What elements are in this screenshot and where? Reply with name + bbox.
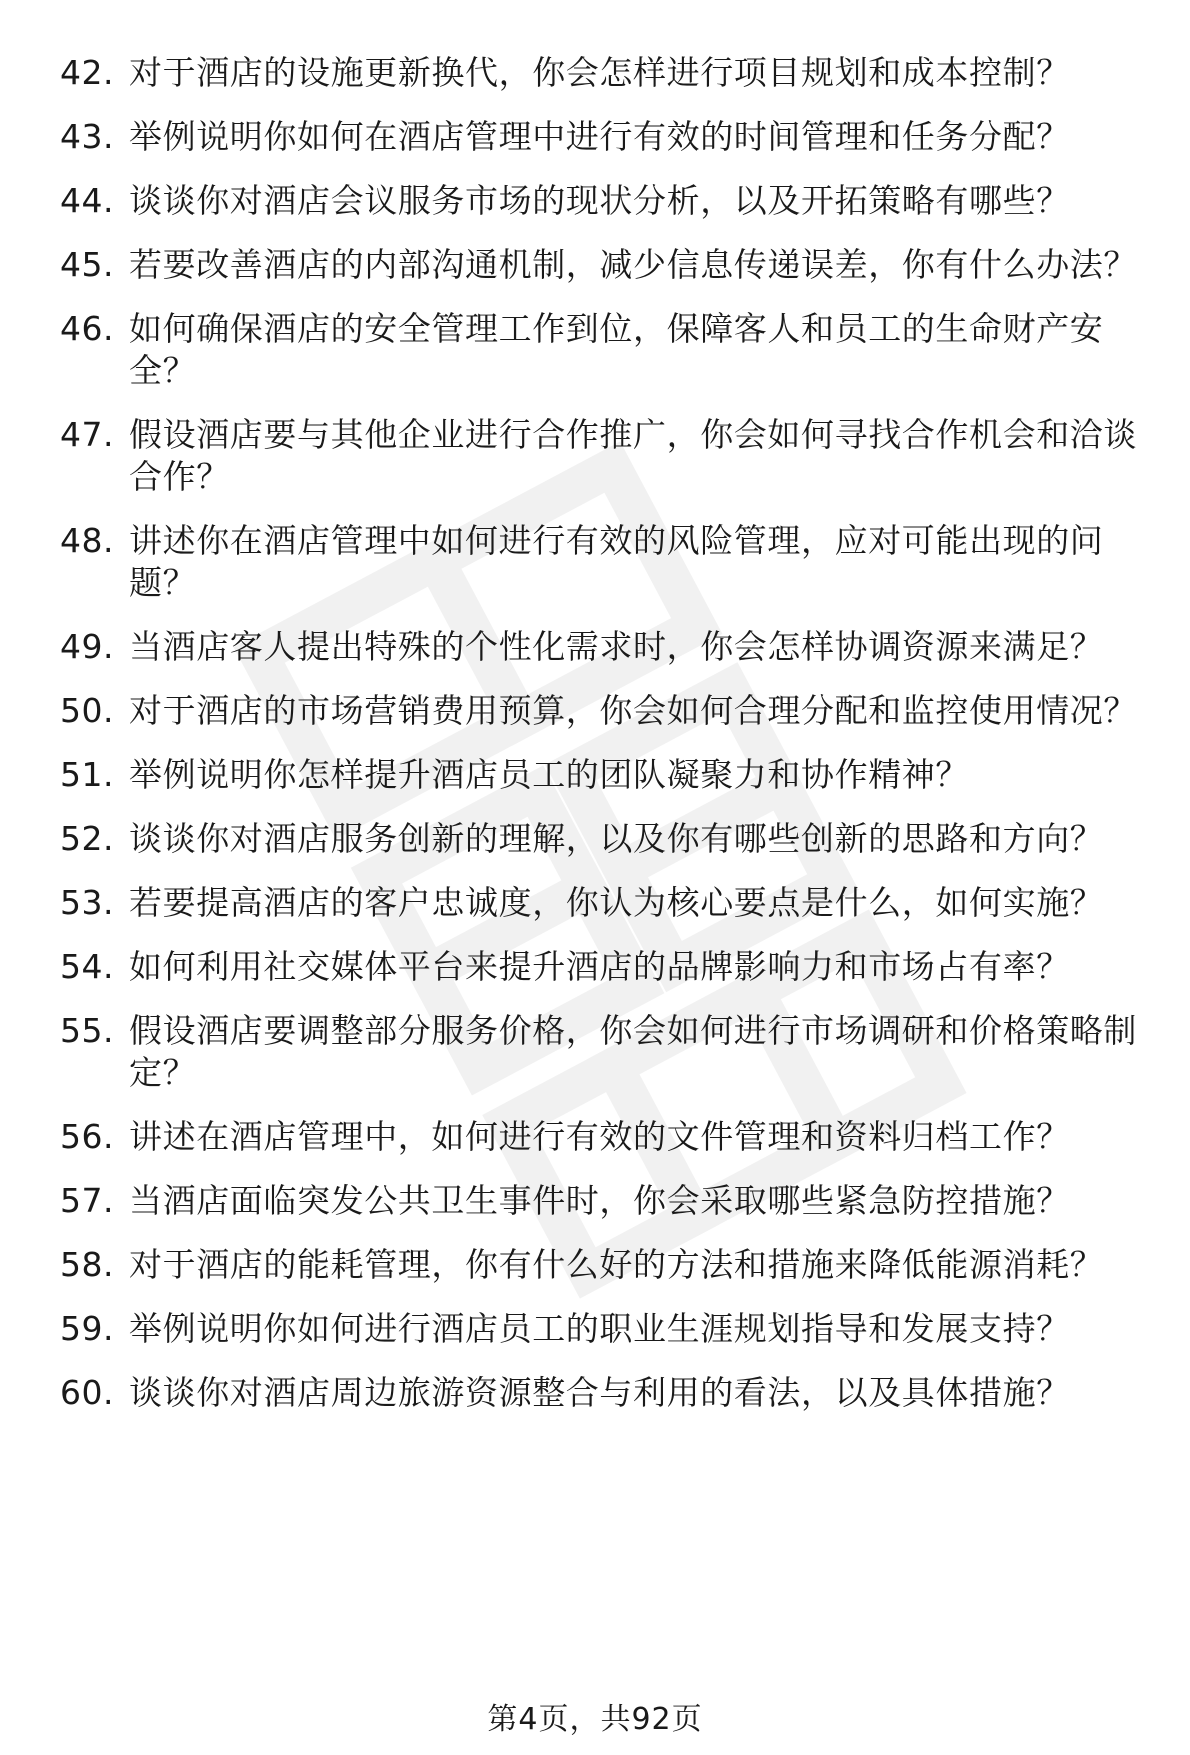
- question-number: 57.: [60, 1181, 114, 1220]
- question-number: 50.: [60, 691, 114, 730]
- question-number: 60.: [60, 1373, 114, 1412]
- question-item-58: [60, 1244, 1160, 1286]
- question-item-50: [60, 690, 1160, 732]
- question-item-48: [60, 520, 1160, 604]
- question-item-54: [60, 946, 1160, 988]
- question-item-51: [60, 754, 1160, 796]
- question-item-52: [60, 818, 1160, 860]
- question-text: 谈谈你对酒店会议服务市场的现状分析，以及开拓策略有哪些？: [129, 181, 1070, 220]
- question-number: 59.: [60, 1309, 114, 1348]
- question-item-55: [60, 1010, 1160, 1094]
- question-text: 对于酒店的设施更新换代，你会怎样进行项目规划和成本控制？: [129, 53, 1070, 92]
- question-number: 43.: [60, 117, 114, 156]
- page-number: 第4页，共92页: [487, 1702, 703, 1737]
- question-number: 49.: [60, 627, 114, 666]
- question-item-60: [60, 1372, 1160, 1414]
- question-number: 48.: [60, 521, 114, 560]
- question-item-47: [60, 414, 1160, 498]
- question-text: 假设酒店要与其他企业进行合作推广，你会如何寻找合作机会和洽谈合作？: [129, 415, 1137, 496]
- question-list: [60, 52, 1160, 1436]
- question-number: 58.: [60, 1245, 114, 1284]
- question-number: 53.: [60, 883, 114, 922]
- question-text: 当酒店客人提出特殊的个性化需求时，你会怎样协调资源来满足？: [129, 627, 1104, 666]
- question-item-57: [60, 1180, 1160, 1222]
- question-number: 42.: [60, 53, 114, 92]
- question-item-59: [60, 1308, 1160, 1350]
- question-number: 52.: [60, 819, 114, 858]
- question-text: 举例说明你怎样提升酒店员工的团队凝聚力和协作精神？: [129, 755, 969, 794]
- question-text: 若要提高酒店的客户忠诚度，你认为核心要点是什么，如何实施？: [129, 883, 1104, 922]
- question-text: 当酒店面临突发公共卫生事件时，你会采取哪些紧急防控措施？: [129, 1181, 1070, 1220]
- question-text: 讲述你在酒店管理中如何进行有效的风险管理，应对可能出现的问题？: [129, 521, 1104, 602]
- question-text: 讲述在酒店管理中，如何进行有效的文件管理和资料归档工作？: [129, 1117, 1070, 1156]
- question-text: 举例说明你如何在酒店管理中进行有效的时间管理和任务分配？: [129, 117, 1070, 156]
- question-text: 对于酒店的市场营销费用预算，你会如何合理分配和监控使用情况？: [129, 691, 1137, 730]
- question-text: 谈谈你对酒店周边旅游资源整合与利用的看法，以及具体措施？: [129, 1373, 1070, 1412]
- question-number: 55.: [60, 1011, 114, 1050]
- question-number: 54.: [60, 947, 114, 986]
- question-item-49: [60, 626, 1160, 668]
- question-text: 如何利用社交媒体平台来提升酒店的品牌影响力和市场占有率？: [129, 947, 1070, 986]
- question-text: 举例说明你如何进行酒店员工的职业生涯规划指导和发展支持？: [129, 1309, 1070, 1348]
- question-text: 谈谈你对酒店服务创新的理解，以及你有哪些创新的思路和方向？: [129, 819, 1104, 858]
- question-item-44: [60, 180, 1160, 222]
- question-item-46: [60, 308, 1160, 392]
- question-item-45: [60, 244, 1160, 286]
- question-number: 45.: [60, 245, 114, 284]
- question-text: 对于酒店的能耗管理，你有什么好的方法和措施来降低能源消耗？: [129, 1245, 1104, 1284]
- question-number: 47.: [60, 415, 114, 454]
- question-item-53: [60, 882, 1160, 924]
- question-item-42: [60, 52, 1160, 94]
- question-text: 如何确保酒店的安全管理工作到位，保障客人和员工的生命财产安全？: [129, 309, 1104, 390]
- question-item-56: [60, 1116, 1160, 1158]
- question-text: 假设酒店要调整部分服务价格，你会如何进行市场调研和价格策略制定？: [129, 1011, 1137, 1092]
- question-number: 51.: [60, 755, 114, 794]
- question-number: 44.: [60, 181, 114, 220]
- question-item-43: [60, 116, 1160, 158]
- question-text: 若要改善酒店的内部沟通机制，减少信息传递误差，你有什么办法？: [129, 245, 1137, 284]
- question-number: 56.: [60, 1117, 114, 1156]
- question-number: 46.: [60, 309, 114, 348]
